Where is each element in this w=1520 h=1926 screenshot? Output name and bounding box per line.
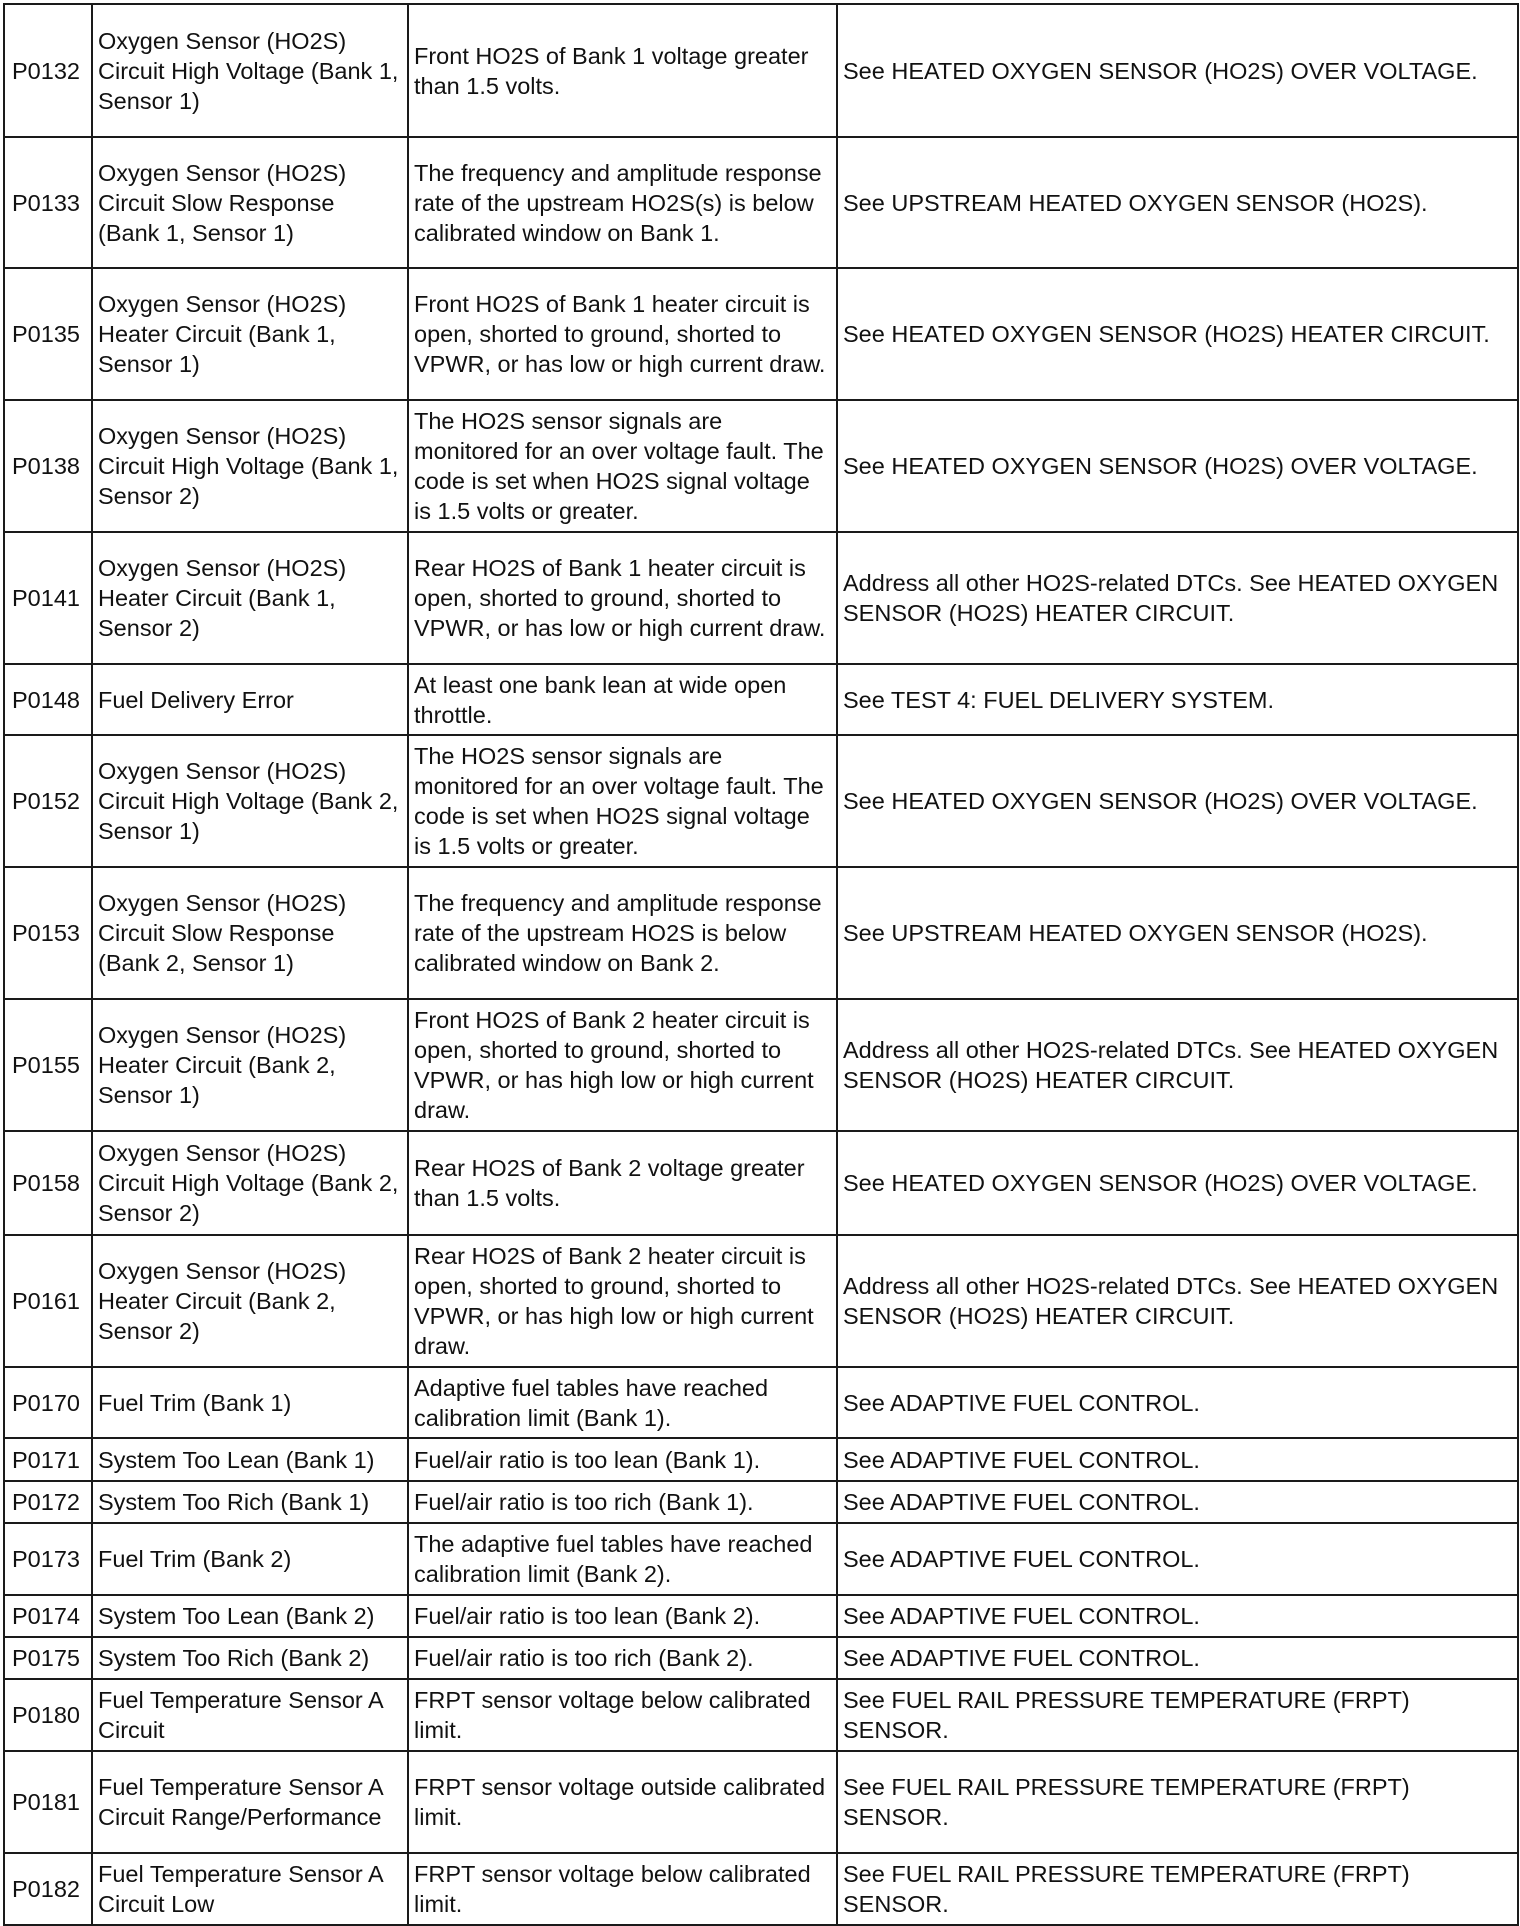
table-row — [4, 1595, 1518, 1637]
dtc-condition: Fuel/air ratio is too rich (Bank 1). — [408, 1481, 837, 1523]
dtc-description: Oxygen Sensor (HO2S) Circuit Slow Response (Bank 2, Sensor 1) — [92, 867, 408, 999]
dtc-action: See UPSTREAM HEATED OXYGEN SENSOR (HO2S). — [837, 137, 1518, 268]
dtc-action: See ADAPTIVE FUEL CONTROL. — [837, 1438, 1518, 1481]
dtc-action: See ADAPTIVE FUEL CONTROL. — [837, 1637, 1518, 1679]
dtc-code: P0161 — [4, 1235, 92, 1367]
dtc-condition: At least one bank lean at wide open throttle. — [408, 664, 837, 735]
table-row — [4, 268, 1518, 400]
dtc-action: See TEST 4: FUEL DELIVERY SYSTEM. — [837, 664, 1518, 735]
dtc-description: Fuel Trim (Bank 1) — [92, 1367, 408, 1438]
table-row — [4, 1853, 1518, 1925]
dtc-code: P0152 — [4, 735, 92, 867]
dtc-code: P0148 — [4, 664, 92, 735]
table-row — [4, 1481, 1518, 1523]
dtc-table-body — [4, 4, 1518, 1925]
dtc-condition: FRPT sensor voltage outside calibrated limit. — [408, 1751, 837, 1853]
dtc-description: Fuel Delivery Error — [92, 664, 408, 735]
table-row — [4, 1131, 1518, 1235]
dtc-code: P0153 — [4, 867, 92, 999]
dtc-code: P0138 — [4, 400, 92, 532]
table-row — [4, 735, 1518, 867]
dtc-action: Address all other HO2S-related DTCs. See HEATED OXYGEN SENSOR (HO2S) HEATER CIRCUIT. — [837, 532, 1518, 664]
dtc-action: See HEATED OXYGEN SENSOR (HO2S) HEATER CIRCUIT. — [837, 268, 1518, 400]
table-row — [4, 1751, 1518, 1853]
dtc-code: P0132 — [4, 4, 92, 137]
dtc-action: Address all other HO2S-related DTCs. See HEATED OXYGEN SENSOR (HO2S) HEATER CIRCUIT. — [837, 999, 1518, 1131]
dtc-code: P0141 — [4, 532, 92, 664]
dtc-condition: Rear HO2S of Bank 2 voltage greater than 1.5 volts. — [408, 1131, 837, 1235]
dtc-action: See HEATED OXYGEN SENSOR (HO2S) OVER VOLTAGE. — [837, 400, 1518, 532]
dtc-description: System Too Lean (Bank 1) — [92, 1438, 408, 1481]
table-row — [4, 1637, 1518, 1679]
dtc-condition: The HO2S sensor signals are monitored for an over voltage fault. The code is set when HO2S signal voltage is 1.5 volts or greater. — [408, 735, 837, 867]
table-row — [4, 1367, 1518, 1438]
dtc-condition: Fuel/air ratio is too lean (Bank 2). — [408, 1595, 837, 1637]
dtc-action: See FUEL RAIL PRESSURE TEMPERATURE (FRPT) SENSOR. — [837, 1679, 1518, 1751]
dtc-code: P0173 — [4, 1523, 92, 1595]
dtc-description: System Too Lean (Bank 2) — [92, 1595, 408, 1637]
dtc-action: See FUEL RAIL PRESSURE TEMPERATURE (FRPT) SENSOR. — [837, 1853, 1518, 1925]
dtc-action: See ADAPTIVE FUEL CONTROL. — [837, 1595, 1518, 1637]
dtc-action: See HEATED OXYGEN SENSOR (HO2S) OVER VOLTAGE. — [837, 4, 1518, 137]
dtc-condition: Rear HO2S of Bank 2 heater circuit is open, shorted to ground, shorted to VPWR, or has high low or high current draw. — [408, 1235, 837, 1367]
dtc-condition: Front HO2S of Bank 1 voltage greater than 1.5 volts. — [408, 4, 837, 137]
dtc-description: Fuel Temperature Sensor A Circuit Range/Performance — [92, 1751, 408, 1853]
dtc-action: See HEATED OXYGEN SENSOR (HO2S) OVER VOLTAGE. — [837, 1131, 1518, 1235]
dtc-condition: Fuel/air ratio is too lean (Bank 1). — [408, 1438, 837, 1481]
dtc-action: See ADAPTIVE FUEL CONTROL. — [837, 1523, 1518, 1595]
dtc-condition: Front HO2S of Bank 2 heater circuit is open, shorted to ground, shorted to VPWR, or has high low or high current draw. — [408, 999, 837, 1131]
dtc-code: P0170 — [4, 1367, 92, 1438]
dtc-description: Oxygen Sensor (HO2S) Circuit High Voltage (Bank 2, Sensor 2) — [92, 1131, 408, 1235]
dtc-code: P0158 — [4, 1131, 92, 1235]
table-row — [4, 400, 1518, 532]
dtc-condition: The frequency and amplitude response rate of the upstream HO2S is below calibrated window on Bank 2. — [408, 867, 837, 999]
dtc-code: P0172 — [4, 1481, 92, 1523]
dtc-action: See ADAPTIVE FUEL CONTROL. — [837, 1367, 1518, 1438]
dtc-action: See UPSTREAM HEATED OXYGEN SENSOR (HO2S). — [837, 867, 1518, 999]
dtc-condition: Fuel/air ratio is too rich (Bank 2). — [408, 1637, 837, 1679]
dtc-code: P0175 — [4, 1637, 92, 1679]
table-row — [4, 1679, 1518, 1751]
dtc-condition: Front HO2S of Bank 1 heater circuit is open, shorted to ground, shorted to VPWR, or has low or high current draw. — [408, 268, 837, 400]
dtc-code: P0155 — [4, 999, 92, 1131]
table-row — [4, 664, 1518, 735]
dtc-condition: FRPT sensor voltage below calibrated limit. — [408, 1679, 837, 1751]
table-row — [4, 1523, 1518, 1595]
dtc-description: Oxygen Sensor (HO2S) Heater Circuit (Bank 1, Sensor 2) — [92, 532, 408, 664]
dtc-description: Oxygen Sensor (HO2S) Circuit High Voltage (Bank 1, Sensor 2) — [92, 400, 408, 532]
dtc-action: See FUEL RAIL PRESSURE TEMPERATURE (FRPT) SENSOR. — [837, 1751, 1518, 1853]
dtc-code: P0133 — [4, 137, 92, 268]
dtc-code: P0182 — [4, 1853, 92, 1925]
dtc-table — [3, 3, 1519, 1926]
dtc-description: Oxygen Sensor (HO2S) Circuit High Voltage (Bank 2, Sensor 1) — [92, 735, 408, 867]
table-row — [4, 532, 1518, 664]
dtc-description: Oxygen Sensor (HO2S) Circuit Slow Response (Bank 1, Sensor 1) — [92, 137, 408, 268]
dtc-action: See ADAPTIVE FUEL CONTROL. — [837, 1481, 1518, 1523]
dtc-description: Oxygen Sensor (HO2S) Circuit High Voltage (Bank 1, Sensor 1) — [92, 4, 408, 137]
dtc-condition: The frequency and amplitude response rate of the upstream HO2S(s) is below calibrated window on Bank 1. — [408, 137, 837, 268]
dtc-code: P0135 — [4, 268, 92, 400]
dtc-description: Oxygen Sensor (HO2S) Heater Circuit (Bank 1, Sensor 1) — [92, 268, 408, 400]
dtc-condition: FRPT sensor voltage below calibrated limit. — [408, 1853, 837, 1925]
dtc-condition: Rear HO2S of Bank 1 heater circuit is open, shorted to ground, shorted to VPWR, or has low or high current draw. — [408, 532, 837, 664]
dtc-code: P0180 — [4, 1679, 92, 1751]
dtc-description: System Too Rich (Bank 1) — [92, 1481, 408, 1523]
dtc-action: Address all other HO2S-related DTCs. See HEATED OXYGEN SENSOR (HO2S) HEATER CIRCUIT. — [837, 1235, 1518, 1367]
dtc-condition: The HO2S sensor signals are monitored for an over voltage fault. The code is set when HO2S signal voltage is 1.5 volts or greater. — [408, 400, 837, 532]
dtc-description: Oxygen Sensor (HO2S) Heater Circuit (Bank 2, Sensor 2) — [92, 1235, 408, 1367]
dtc-description: Oxygen Sensor (HO2S) Heater Circuit (Bank 2, Sensor 1) — [92, 999, 408, 1131]
dtc-description: Fuel Trim (Bank 2) — [92, 1523, 408, 1595]
dtc-description: System Too Rich (Bank 2) — [92, 1637, 408, 1679]
dtc-action: See HEATED OXYGEN SENSOR (HO2S) OVER VOLTAGE. — [837, 735, 1518, 867]
dtc-condition: The adaptive fuel tables have reached calibration limit (Bank 2). — [408, 1523, 837, 1595]
table-row — [4, 1235, 1518, 1367]
table-row — [4, 1438, 1518, 1481]
dtc-code: P0181 — [4, 1751, 92, 1853]
table-row — [4, 4, 1518, 137]
dtc-code: P0174 — [4, 1595, 92, 1637]
table-row — [4, 999, 1518, 1131]
table-row — [4, 867, 1518, 999]
dtc-code: P0171 — [4, 1438, 92, 1481]
dtc-description: Fuel Temperature Sensor A Circuit Low — [92, 1853, 408, 1925]
dtc-condition: Adaptive fuel tables have reached calibration limit (Bank 1). — [408, 1367, 837, 1438]
table-row — [4, 137, 1518, 268]
dtc-description: Fuel Temperature Sensor A Circuit — [92, 1679, 408, 1751]
